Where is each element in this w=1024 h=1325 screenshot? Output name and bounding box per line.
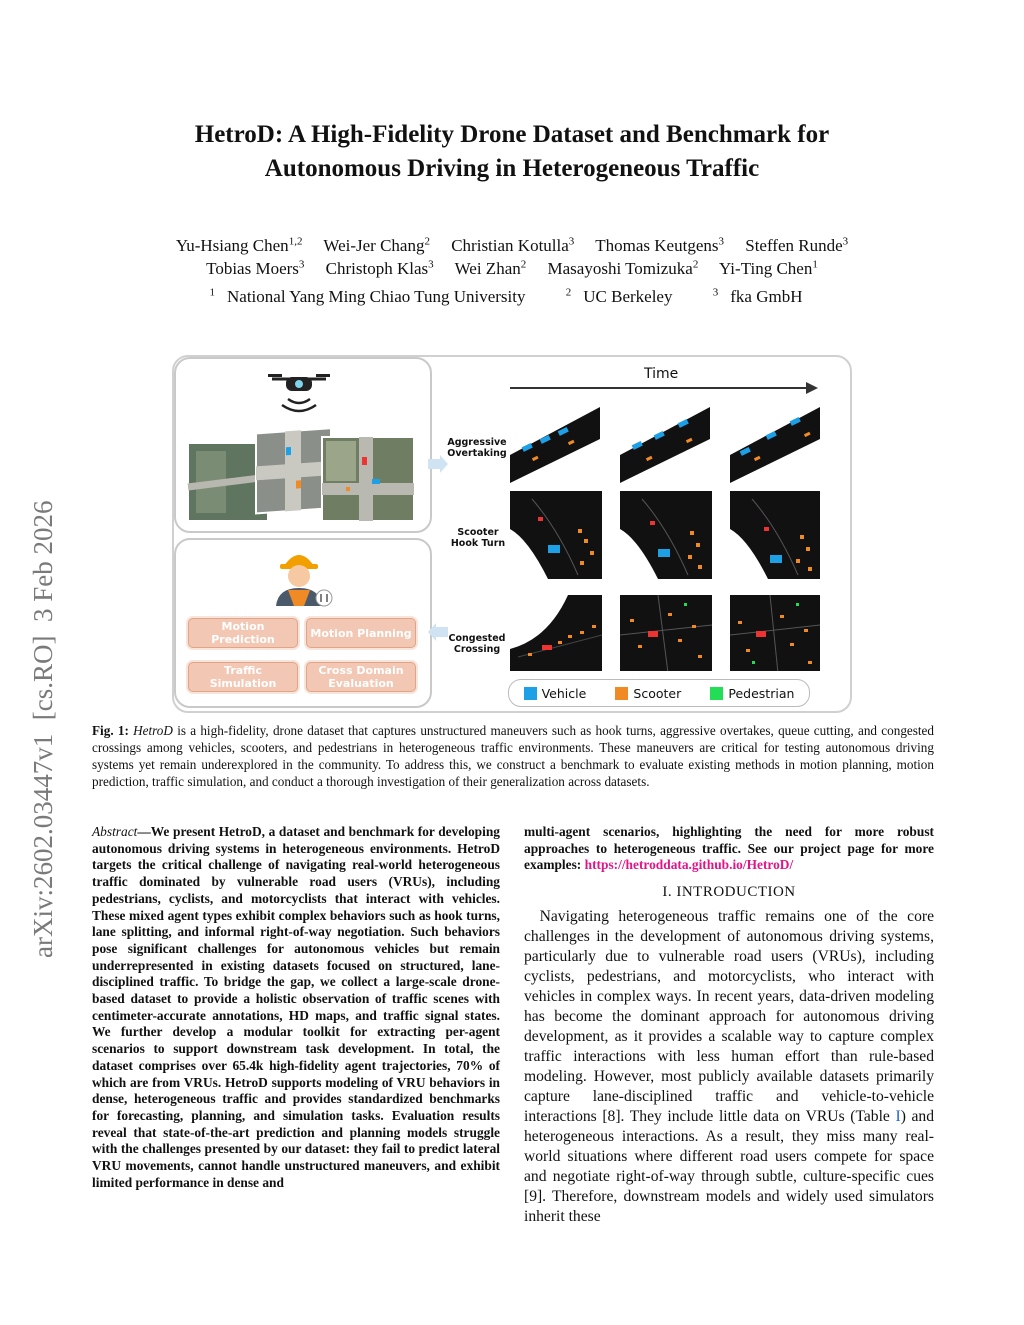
project-link[interactable]: https://hetroddata.github.io/HetroD/ <box>584 857 794 873</box>
author: Wei Zhan$^2$ <box>454 258 527 278</box>
legend-vehicle: Vehicle <box>524 686 587 701</box>
time-arrow-icon <box>508 381 820 395</box>
caption-text: is a high-fidelity, drone dataset that captures unstructured maneuvers such as hook turns, aggressive overtakes, queue cutting, and congested crossings among vehicles, scooters, and pedestrians in heterogeneous traffic environments. These maneuvers are critical for testing autonomous driving systems yet remain underexplored in the community. To address this, we construct a benchmark to evaluate existing methods in motion planning, motion prediction, traffic simulation, and conduct a thorough investigation of their generalization across datasets. <box>92 723 935 789</box>
author: Yi-Ting Chen$^1$ <box>718 258 818 278</box>
task-motion-prediction: Motion Prediction <box>188 618 298 648</box>
task-cross-domain-evaluation: Cross Domain Evaluation <box>306 662 416 692</box>
hook-turn-frame-1 <box>510 491 602 579</box>
legend-swatch <box>710 687 723 700</box>
title-line-1: HetroD: A High-Fidelity Drone Dataset and Benchmark for <box>194 121 830 148</box>
table-ref-link[interactable]: I <box>895 1108 901 1125</box>
task-traffic-simulation: Traffic Simulation <box>188 662 298 692</box>
row-label-scooter-hook-turn: Scooter Hook Turn <box>450 527 506 549</box>
title-line-2: Autonomous Driving in Heterogeneous Traffic <box>264 155 760 182</box>
abstract-label: Abstract <box>92 824 138 839</box>
overtaking-frame-2 <box>620 407 710 483</box>
row-label-congested-crossing: Congested Crossing <box>448 633 506 655</box>
author: Yu-Hsiang Chen$^{1,2}$ <box>175 235 303 255</box>
affiliation: $^1$ National Yang Ming Chiao Tung University <box>209 286 526 306</box>
row-label-aggressive-overtaking: Aggressive Overtaking <box>447 437 507 459</box>
figure-caption <box>92 722 934 790</box>
affiliation: $^3$ fka GmbH <box>712 286 803 306</box>
affiliation: $^2$ UC Berkeley <box>565 286 673 306</box>
overtaking-frame-1 <box>510 407 600 483</box>
abstract-continuation: multi-agent scenarios, highlighting the need for more robust approaches to heterogeneous traffic. See our project page for more examples: https://hetroddata.github.io/HetroD/ <box>524 824 934 873</box>
author: Masayoshi Tomizuka$^2$ <box>547 258 699 278</box>
author: Wei-Jer Chang$^2$ <box>323 235 430 255</box>
introduction-text: Navigating heterogeneous traffic remains one of the core challenges in the development of autonomous driving systems, particularly due to vulnerable road users (VRUs), including cyclists, pedestrians, and motorcyclists, who interact with vehicles in complex ways. In recent years, data-driven modeling has become the dominant approach for autonomous driving development, as it provides a scalable way to capture complex traffic interactions with less human effort than rule-based modeling. However, most publicly available datasets primarily capture lane-disciplined traffic and vehicle-to-vehicle interactions [8]. They include little data on VRUs (Table I) and heterogeneous interactions. As a result, they miss many real-world situations where different road users compete for space and negotiate right-of-way through subtle, culture-specific cues [9]. Therefore, downstream models and widely used simulators inherit these <box>524 908 935 1225</box>
legend-scooter: Scooter <box>615 686 681 701</box>
author: Tobias Moers$^3$ <box>206 258 305 278</box>
author: Steffen Runde$^3$ <box>745 235 849 255</box>
authors-line-2 <box>100 253 924 280</box>
worker-avatar-icon <box>176 540 430 610</box>
author: Christian Kotulla$^3$ <box>451 235 575 255</box>
hook-turn-frame-2 <box>620 491 712 579</box>
legend-pedestrian: Pedestrian <box>710 686 794 701</box>
crossing-frame-3 <box>730 595 820 671</box>
time-label: Time <box>644 366 679 382</box>
section-heading-introduction: I. INTRODUCTION <box>662 884 796 900</box>
figure-1 <box>172 355 848 711</box>
drone-capture-panel <box>174 357 432 533</box>
drone-illustration <box>176 359 430 531</box>
drone-icon <box>268 374 330 411</box>
legend-swatch <box>524 687 537 700</box>
caption-dataset-name: HetroD <box>133 723 173 738</box>
scenario-grid <box>508 399 820 671</box>
arxiv-id: arXiv:2602.03447v1 [cs.RO] 3 Feb 2026 <box>28 500 58 958</box>
affiliations <box>100 286 924 307</box>
abstract-text: We present HetroD, a dataset and benchmark for developing autonomous driving systems in heterogeneous environments. HetroD targets the critical challenge of navigating real-world heterogeneous traffic dominated by vulnerable road users (VRUs), including pedestrians, cyclists, and motorcyclists that interact with vehicles. These mixed agent types exhibit complex behaviors such as hook turns, lane splitting, and informal right-of-way negotiation. Such behaviors pose significant challenges for autonomous vehicles but remain underrepresented in existing datasets focused on structured, lane-disciplined traffic. To bridge the gap, we collect a large-scale drone-based dataset to provide a holistic observation of traffic scenes with centimeter-accurate annotations, HD maps, and traffic signal states. We further develop a modular toolkit for extracting per-agent scenarios to support downstream task development. In total, the dataset comprises over 65.4k high-fidelity agent trajectories, 70% of which are from VRUs. HetroD supports modeling of VRU behaviors in dense, heterogeneous traffic and provides standardized benchmarks for forecasting, planning, and simulation tasks. Evaluation results reveal that state-of-the-art prediction and planning models struggle with the challenges presented by our dataset: they fail to predict lateral VRU movements, cannot handle unstructured maneuvers, and exhibit limited performance in dense and <box>92 824 500 1190</box>
overtaking-frame-3 <box>730 407 820 483</box>
abstract: Abstract—We present HetroD, a dataset and benchmark for developing autonomous driving systems in heterogeneous environments. HetroD targets the critical challenge of navigating real-world heterogeneous traffic dominated by vulnerable road users (VRUs), including pedestrians, cyclists, and motorcyclists that interact with vehicles. These mixed agent types exhibit complex behaviors such as hook turns, lane splitting, and informal right-of-way negotiation. Such behaviors pose significant challenges for autonomous vehicles but remain underrepresented in existing datasets focused on structured, lane-disciplined traffic. To bridge the gap, we collect a large-scale drone-based dataset to provide a holistic observation of traffic scenes with centimeter-accurate annotations, HD maps, and traffic signal states. We further develop a modular toolkit for extracting per-agent scenarios to support downstream task development. In total, the dataset comprises over 65.4k high-fidelity agent trajectories, 70% of which are from VRUs. HetroD supports modeling of VRU behaviors in dense, heterogeneous traffic and provides standardized benchmarks for forecasting, planning, and simulation tasks. Evaluation results reveal that state-of-the-art prediction and planning models struggle with the challenges presented by our dataset: they fail to predict lateral VRU movements, cannot handle unstructured maneuvers, and exhibit limited performance in dense and <box>92 824 500 1190</box>
task-motion-planning: Motion Planning <box>306 618 416 648</box>
benchmark-panel <box>174 538 432 708</box>
figure-legend <box>508 679 810 707</box>
author: Christoph Klas$^3$ <box>325 258 434 278</box>
author: Thomas Keutgens$^3$ <box>595 235 724 255</box>
flow-arrows <box>422 455 452 655</box>
hook-turn-frame-3 <box>730 491 820 579</box>
arxiv-stamp <box>24 380 58 960</box>
aerial-image-stack <box>188 428 414 521</box>
crossing-frame-1 <box>510 595 602 671</box>
crossing-frame-2 <box>620 595 712 671</box>
paper-title <box>120 118 904 186</box>
legend-swatch <box>615 687 628 700</box>
caption-label: Fig. 1: <box>92 723 129 738</box>
